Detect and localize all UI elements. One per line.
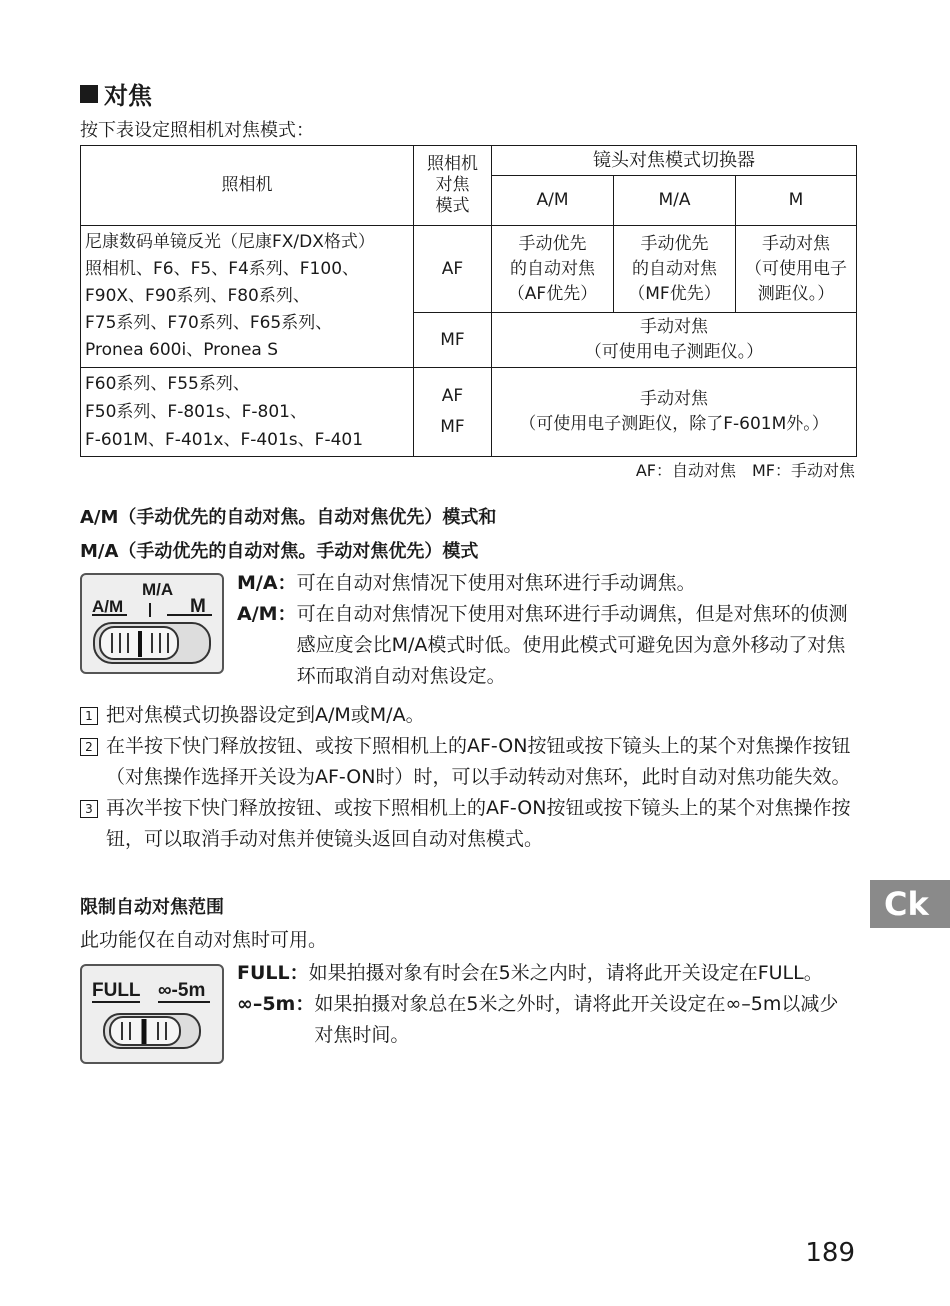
step-number-box: 2 — [80, 738, 98, 756]
focus-mode-switch-illustration — [80, 573, 224, 674]
limit-switch-icon — [82, 966, 222, 1062]
row1-af-mode: AF — [414, 226, 492, 313]
row1-camera: 尼康数码单镜反光（尼康FX/DX格式） 照相机、F6、F5、F4系列、F100、 F90X、F90系列、F80系列、 F75系列、F70系列、F65系列、 Pronea 600i、Pronea S — [81, 226, 414, 368]
header-am: A/M — [492, 176, 614, 226]
section-title-text: 对焦 — [104, 82, 152, 110]
step-1: 1 把对焦模式切换器设定到A/M或M/A。 — [80, 700, 856, 731]
header-lens-switch: 镜头对焦模式切换器 — [492, 146, 857, 176]
header-ma: M/A — [614, 176, 736, 226]
row2-camera: F60系列、F55系列、 F50系列、F-801s、F-801、 F-601M、F-401x、F-401s、F-401 — [81, 368, 414, 457]
switch-label-inf: ∞-5m — [158, 980, 206, 1001]
step-number-box: 1 — [80, 707, 98, 725]
row1-mf-all: 手动对焦 （可使用电子测距仪。） — [492, 313, 857, 368]
row2-modes: AF MF — [414, 368, 492, 457]
steps-list — [80, 700, 856, 855]
page-number: 189 — [805, 1238, 855, 1268]
header-camera-focus-mode: 照相机 对焦 模式 — [414, 146, 492, 226]
header-camera: 照相机 — [81, 146, 414, 226]
focus-mode-switch-icon — [82, 575, 222, 672]
row1-af-am: 手动优先 的自动对焦 （AF优先） — [492, 226, 614, 313]
section-title — [80, 76, 152, 111]
limit-subhead: 限制自动对焦范围 — [80, 897, 224, 918]
step-2: 2 在半按下快门释放按钮、或按下照相机上的AF-ON按钮或按下镜头上的某个对焦操作按钮（对焦操作选择开关设为AF-ON时）时，可以手动转动对焦环，此时自动对焦功能失效。 — [80, 731, 856, 793]
header-m: M — [736, 176, 857, 226]
am-ma-definitions — [237, 568, 855, 692]
focus-mode-table — [80, 145, 857, 457]
step-number-box: 3 — [80, 800, 98, 818]
definition-full: FULL： 如果拍摄对象有时会在5米之内时，请将此开关设定在FULL。 — [237, 962, 823, 984]
row1-af-ma: 手动优先 的自动对焦 （MF优先） — [614, 226, 736, 313]
row1-mf-mode: MF — [414, 313, 492, 368]
switch-label-m: M — [190, 596, 206, 617]
am-ma-subhead-line1: A/M（手动优先的自动对焦。自动对焦优先）模式和 — [80, 507, 497, 528]
definition-am: A/M： 可在自动对焦情况下使用对焦环进行手动调焦，但是对焦环的侦测感应度会比M/A模式时低。使用此模式可避免因为意外移动了对焦环而取消自动对焦设定。 — [237, 603, 848, 687]
switch-label-full: FULL — [92, 980, 141, 1001]
limit-definitions — [237, 958, 855, 1051]
section-tab-ck: Ck — [870, 880, 950, 928]
intro-text: 按下表设定照相机对焦模式： — [80, 120, 314, 141]
switch-label-ma: M/A — [142, 580, 174, 599]
step-3: 3 再次半按下快门释放按钮、或按下照相机上的AF-ON按钮或按下镜头上的某个对焦操作按钮，可以取消手动对焦并使镜头返回自动对焦模式。 — [80, 793, 856, 855]
definition-ma: M/A： 可在自动对焦情况下使用对焦环进行手动调焦。 — [237, 572, 696, 594]
row1-af-m: 手动对焦 （可使用电子 测距仪。） — [736, 226, 857, 313]
row2-all: 手动对焦 （可使用电子测距仪，除了F-601M外。） — [492, 368, 857, 457]
limit-switch-illustration — [80, 964, 224, 1064]
definition-inf-5m: ∞–5m： 如果拍摄对象总在5米之外时，请将此开关设定在∞–5m以减少对焦时间。 — [237, 993, 839, 1046]
limit-intro: 此功能仅在自动对焦时可用。 — [80, 929, 328, 951]
square-bullet-icon — [80, 85, 98, 103]
table-legend: AF：自动对焦 MF：手动对焦 — [635, 461, 855, 480]
am-ma-subhead-line2: M/A（手动优先的自动对焦。手动对焦优先）模式 — [80, 541, 479, 562]
switch-label-am: A/M — [92, 597, 124, 616]
